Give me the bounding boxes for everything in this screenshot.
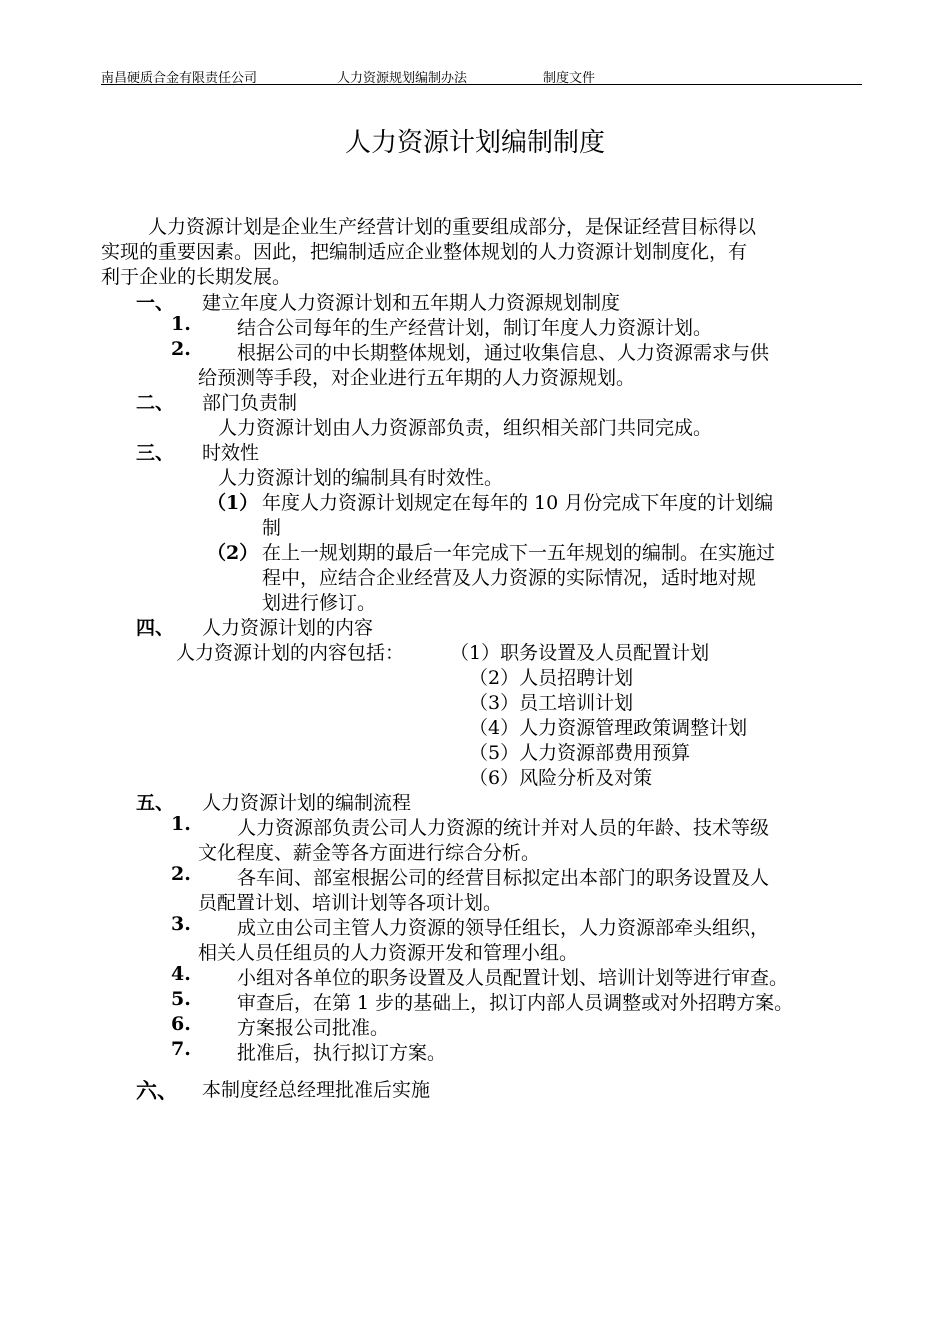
section-1-item-2-line-2: 给预测等手段，对企业进行五年期的人力资源规划。	[198, 367, 636, 389]
section-4-list-item-3: （3）员工培训计划	[469, 692, 634, 714]
section-5-item-2-number: 2.	[171, 863, 191, 885]
section-5-item-3-number: 3.	[171, 913, 191, 935]
section-3-item-1-line-1: 年度人力资源计划规定在每年的 10 月份完成下年度的计划编	[262, 492, 774, 514]
section-5-item-4-line-1: 小组对各单位的职务设置及人员配置计划、培训计划等进行审查。	[237, 967, 789, 989]
section-3-number: 三、	[136, 442, 175, 464]
section-6-heading: 本制度经总经理批准后实施	[202, 1079, 431, 1101]
section-1-item-2-number: 2.	[171, 338, 191, 360]
section-4-list-item-6: （6）风险分析及对策	[469, 767, 653, 789]
section-5-number: 五、	[136, 792, 175, 814]
section-6-number: 六、	[136, 1078, 178, 1103]
header-doc-type: 制度文件	[543, 71, 596, 86]
intro-line-1: 人力资源计划是企业生产经营计划的重要组成部分，是保证经营目标得以	[148, 216, 757, 238]
section-1-item-1-number: 1.	[171, 313, 191, 335]
document-title: 人力资源计划编制制度	[344, 128, 605, 158]
section-5-item-1-line-2: 文化程度、薪金等各方面进行综合分析。	[198, 842, 541, 864]
section-3-item-2-line-2: 程中，应结合企业经营及人力资源的实际情况，适时地对规	[262, 567, 757, 589]
section-5-item-5-line-1: 审查后，在第 1 步的基础上，拟订内部人员调整或对外招聘方案。	[237, 992, 794, 1014]
section-4-list-item-1: （1）职务设置及人员配置计划	[450, 642, 710, 664]
section-3-item-1-line-2: 制	[262, 517, 282, 539]
section-5-heading: 人力资源计划的编制流程	[202, 792, 412, 814]
intro-line-2: 实现的重要因素。因此，把编制适应企业整体规划的人力资源计划制度化，有	[101, 241, 748, 263]
section-5-item-3-line-1: 成立由公司主管人力资源的领导任组长，人力资源部牵头组织，	[237, 917, 770, 939]
section-5-item-2-line-1: 各车间、部室根据公司的经营目标拟定出本部门的职务设置及人	[237, 867, 770, 889]
header-divider	[101, 84, 862, 85]
section-3-body: 人力资源计划的编制具有时效性。	[218, 467, 504, 489]
section-3-heading: 时效性	[202, 442, 260, 464]
section-4-lead: 人力资源计划的内容包括：	[176, 642, 405, 664]
section-1-item-2-line-1: 根据公司的中长期整体规划，通过收集信息、人力资源需求与供	[237, 342, 770, 364]
section-5-item-7-line-1: 批准后，执行拟订方案。	[237, 1042, 447, 1064]
section-4-number: 四、	[136, 617, 175, 639]
section-4-heading: 人力资源计划的内容	[202, 617, 374, 639]
header-company: 南昌硬质合金有限责任公司	[101, 71, 258, 86]
section-2-body: 人力资源计划由人力资源部负责，组织相关部门共同完成。	[218, 417, 713, 439]
section-5-item-3-line-2: 相关人员任组员的人力资源开发和管理小组。	[198, 942, 579, 964]
section-5-item-6-line-1: 方案报公司批准。	[237, 1017, 390, 1039]
section-4-list-item-2: （2）人员招聘计划	[469, 667, 634, 689]
section-1-item-1-line-1: 结合公司每年的生产经营计划，制订年度人力资源计划。	[237, 317, 713, 339]
section-4-list-item-5: （5）人力资源部费用预算	[469, 742, 691, 764]
header-doc-name: 人力资源规划编制办法	[337, 71, 468, 86]
section-5-item-5-number: 5.	[171, 988, 191, 1010]
section-1-number: 一、	[136, 292, 175, 314]
section-1-heading: 建立年度人力资源计划和五年期人力资源规划制度	[202, 292, 621, 314]
section-5-item-1-line-1: 人力资源部负责公司人力资源的统计并对人员的年龄、技术等级	[237, 817, 770, 839]
section-2-heading: 部门负责制	[202, 392, 298, 414]
section-4-list-item-4: （4）人力资源管理政策调整计划	[469, 717, 748, 739]
section-5-item-7-number: 7.	[171, 1038, 191, 1060]
section-2-number: 二、	[136, 392, 175, 414]
section-3-item-2-number: （2）	[207, 542, 259, 564]
section-5-item-1-number: 1.	[171, 813, 191, 835]
section-3-item-2-line-1: 在上一规划期的最后一年完成下一五年规划的编制。在实施过	[262, 542, 776, 564]
section-3-item-2-line-3: 划进行修订。	[262, 592, 377, 614]
section-3-item-1-number: （1）	[207, 492, 259, 514]
intro-line-3: 利于企业的长期发展。	[101, 266, 292, 288]
section-5-item-6-number: 6.	[171, 1013, 191, 1035]
section-5-item-2-line-2: 员配置计划、培训计划等各项计划。	[198, 892, 503, 914]
section-5-item-4-number: 4.	[171, 963, 191, 985]
